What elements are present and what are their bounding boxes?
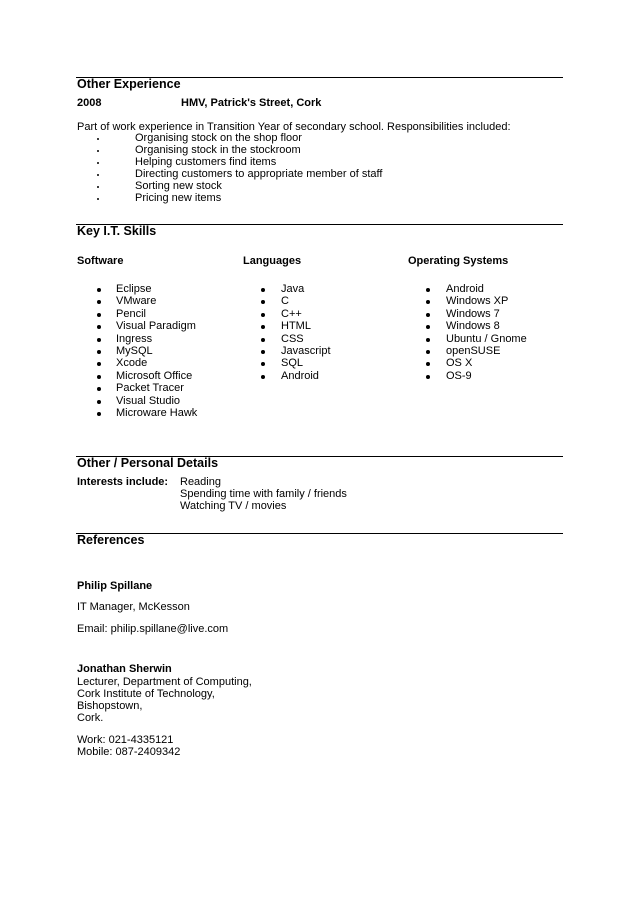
- bullet-icon: [426, 288, 430, 292]
- reference-name: Philip Spillane: [77, 580, 153, 592]
- list-item-text: Java: [281, 283, 305, 295]
- experience-intro: Part of work experience in Transition Year of secondary school. Responsibilities included:: [77, 121, 511, 133]
- reference-work-phone: Work: 021-4335121: [77, 734, 174, 746]
- reference-address-line: Lecturer, Department of Computing,: [77, 676, 252, 688]
- list-item-text: Visual Paradigm: [116, 320, 196, 333]
- list-item-text: Ingress: [116, 332, 153, 345]
- list-item-text: OS-9: [446, 369, 472, 382]
- list-item-text: OS X: [446, 357, 473, 370]
- interest-item: Watching TV / movies: [180, 500, 287, 512]
- list-item-text: Organising stock on the shop floor: [135, 132, 302, 144]
- list-item-text: Xcode: [116, 357, 148, 370]
- list-item-text: C++: [281, 307, 302, 320]
- bullet-icon: [261, 350, 265, 354]
- list-item-text: VMware: [116, 295, 157, 308]
- list-item-text: MySQL: [116, 345, 153, 357]
- list-item-text: Eclipse: [116, 283, 152, 295]
- list-item-text: Sorting new stock: [135, 180, 222, 192]
- bullet-icon: [97, 325, 101, 329]
- column-title-operating-systems: Operating Systems: [408, 255, 509, 267]
- list-item-text: openSUSE: [446, 345, 501, 357]
- bullet-icon: [97, 198, 99, 200]
- reference-name: Jonathan Sherwin: [77, 663, 172, 675]
- bullet-icon: [426, 300, 430, 304]
- list-item-text: Pencil: [116, 307, 146, 320]
- list-item-text: CSS: [281, 332, 304, 345]
- interest-item: Reading: [180, 476, 221, 488]
- bullet-icon: [261, 325, 265, 329]
- bullet-icon: [261, 300, 265, 304]
- list-item-text: Windows XP: [446, 295, 509, 308]
- interest-item: Spending time with family / friends: [180, 488, 347, 500]
- bullet-icon: [426, 313, 430, 317]
- list-item-text: Android: [281, 369, 319, 382]
- bullet-icon: [97, 162, 99, 164]
- bullet-icon: [426, 338, 430, 342]
- list-item-text: Windows 7: [446, 307, 500, 320]
- list-item-text: Directing customers to appropriate member of staff: [135, 168, 383, 180]
- bullet-icon: [261, 375, 265, 379]
- bullet-icon: [97, 387, 101, 391]
- bullet-icon: [97, 186, 99, 188]
- list-item-text: Packet Tracer: [116, 382, 184, 395]
- list-item-text: Javascript: [281, 345, 331, 357]
- section-heading-it-skills: Key I.T. Skills: [77, 224, 157, 238]
- list-item-text: Visual Studio: [116, 394, 181, 407]
- bullet-icon: [261, 288, 265, 292]
- section-heading-personal: Other / Personal Details: [77, 456, 219, 470]
- reference-address-line: Cork.: [77, 712, 104, 724]
- bullet-icon: [97, 338, 101, 342]
- list-item-text: Microware Hawk: [116, 407, 198, 419]
- bullet-icon: [261, 362, 265, 366]
- bullet-icon: [97, 150, 99, 152]
- section-heading-references: References: [77, 533, 145, 547]
- bullet-icon: [97, 174, 99, 176]
- list-item-text: C: [281, 295, 289, 308]
- column-title-languages: Languages: [243, 255, 302, 267]
- reference-address-line: Bishopstown,: [77, 700, 143, 712]
- bullet-icon: [426, 362, 430, 366]
- bullet-icon: [97, 350, 101, 354]
- list-item-text: Ubuntu / Gnome: [446, 332, 527, 345]
- interests-label: Interests include:: [77, 476, 169, 488]
- bullet-icon: [97, 288, 101, 292]
- list-item-text: Android: [446, 283, 484, 295]
- list-item-text: Pricing new items: [135, 192, 222, 204]
- bullet-icon: [97, 138, 99, 140]
- bullet-icon: [97, 362, 101, 366]
- list-item-text: SQL: [281, 357, 304, 370]
- reference-mobile-phone: Mobile: 087-2409342: [77, 746, 181, 758]
- reference-email: Email: philip.spillane@live.com: [77, 623, 229, 635]
- bullet-icon: [97, 412, 101, 416]
- divider-references: [76, 533, 563, 534]
- section-heading-other-experience: Other Experience: [77, 77, 181, 91]
- experience-employer: HMV, Patrick's Street, Cork: [181, 97, 322, 109]
- list-item-text: Organising stock in the stockroom: [135, 144, 301, 156]
- experience-year: 2008: [77, 97, 102, 109]
- reference-title: IT Manager, McKesson: [77, 601, 190, 613]
- bullet-icon: [426, 375, 430, 379]
- reference-address-line: Cork Institute of Technology,: [77, 688, 215, 700]
- bullet-icon: [97, 300, 101, 304]
- bullet-icon: [97, 313, 101, 317]
- list-item-text: Helping customers find items: [135, 156, 277, 168]
- bullet-icon: [97, 375, 101, 379]
- list-item-text: Windows 8: [446, 320, 500, 333]
- bullet-icon: [426, 350, 430, 354]
- bullet-icon: [261, 313, 265, 317]
- list-item-text: Microsoft Office: [116, 369, 193, 382]
- bullet-icon: [426, 325, 430, 329]
- column-title-software: Software: [77, 255, 124, 267]
- bullet-icon: [97, 400, 101, 404]
- list-item-text: HTML: [281, 320, 311, 333]
- bullet-icon: [261, 338, 265, 342]
